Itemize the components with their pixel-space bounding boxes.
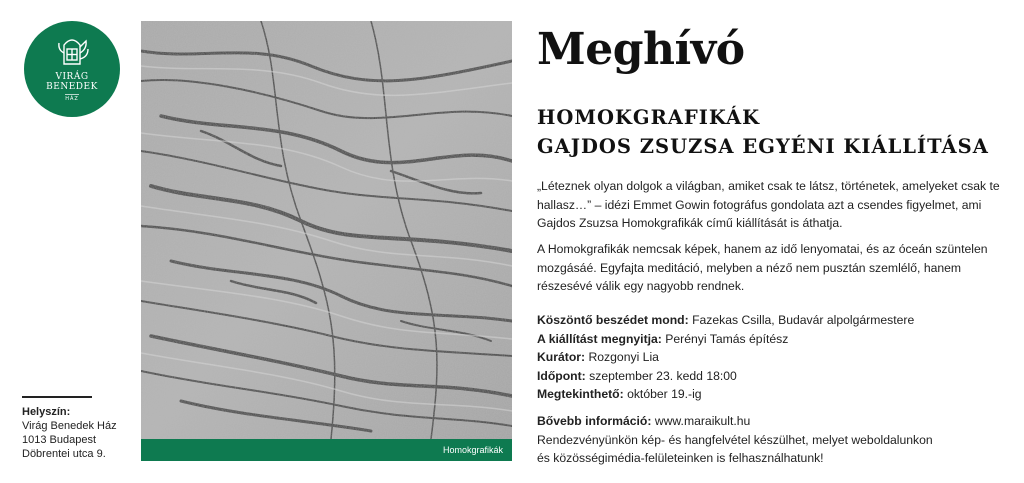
building-emblem-icon [53, 31, 91, 69]
logo [24, 21, 120, 117]
venue-line: Virág Benedek Ház [22, 420, 117, 432]
credit-row-time [537, 367, 1007, 386]
subtitle-line2: GAJDOS ZSUZSA EGYÉNI KIÁLLÍTÁSA [537, 135, 989, 158]
venue-line: 1013 Budapest [22, 434, 97, 446]
more-info-link[interactable]: www.maraikult.hu [654, 414, 751, 428]
credit-label: Időpont: [537, 368, 586, 383]
photo-caption: Homokgrafikák [442, 445, 503, 455]
credit-label: A kiállítást megnyitja: [537, 331, 662, 346]
exhibition-subtitle [537, 103, 989, 161]
sand-graphic-photo [141, 21, 512, 439]
credit-label: Köszöntő beszédet mond: [537, 313, 689, 327]
logo-text-line2: BENEDEK [46, 82, 98, 92]
recording-notice-line2: és közösségimédia-felületeinken is felhasználhatunk! [537, 451, 824, 465]
more-info-row [537, 412, 1007, 431]
description-paragraph: A Homokgrafikák nemcsak képek, hanem az idő lenyomatai, és az óceán szüntelen mozgásáé. Egyfajta meditáció, melyben a néző nem pusztán szemlélő, hanem részesévé válik egy nagyobb rendnek. [537, 242, 988, 293]
venue-label: Helyszín: [22, 406, 71, 418]
credit-row-welcome [537, 311, 1007, 330]
credit-row-curator [537, 348, 1007, 367]
venue-divider [22, 396, 92, 398]
logo-text-line3: HÁZ [65, 96, 79, 102]
more-info-block [537, 412, 1007, 468]
more-info-label: Bővebb információ: [537, 414, 652, 428]
credit-label: Megtekinthető: [537, 387, 624, 401]
page-title: Meghívó [537, 24, 745, 75]
credit-value: szeptember 23. kedd 18:00 [589, 368, 737, 383]
credit-value: Rozgonyi Lia [588, 350, 659, 364]
recording-notice-line1: Rendezvényünkön kép- és hangfelvétel készülhet, melyet weboldalunkon [537, 432, 933, 447]
credit-value: október 19.-ig [627, 387, 702, 401]
credits-block [537, 311, 1007, 404]
credit-row-viewable [537, 385, 1007, 404]
subtitle-line1: HOMOKGRAFIKÁK [537, 106, 761, 129]
credit-value: Perényi Tamás építész [665, 331, 789, 346]
venue-block [22, 405, 117, 461]
credit-value: Fazekas Csilla, Budavár alpolgármestere [692, 313, 915, 327]
credit-row-opening [537, 330, 1007, 349]
quote-paragraph: „Léteznek olyan dolgok a világban, amiket csak te látsz, történetek, amelyeket csak te hallasz…” – idézi Emmet Gowin fotográfus gondolata azt a csendes figyelmet, ami Gajdos Zsuzsa Homokgrafikák című kiállítását is áthatja. [537, 179, 1000, 230]
venue-line: Döbrentei utca 9. [22, 448, 106, 460]
photo-caption-bar [141, 439, 512, 461]
credit-label: Kurátor: [537, 350, 586, 364]
logo-text-line1: VIRÁG [55, 72, 89, 82]
